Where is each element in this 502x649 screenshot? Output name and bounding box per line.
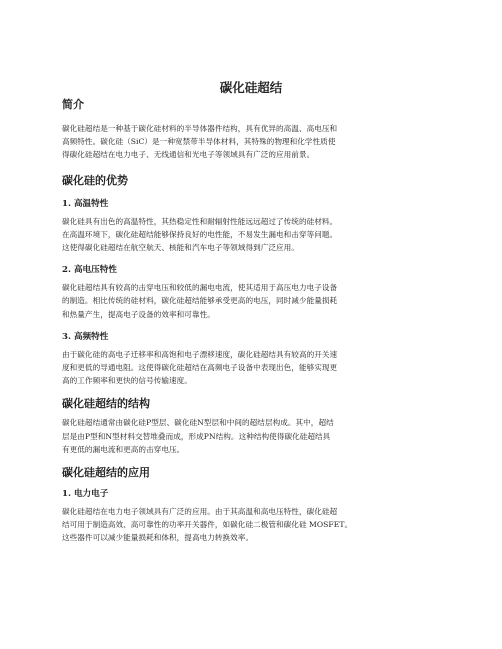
subheading-high-voltage: 2. 高电压特性 xyxy=(62,265,117,276)
subheading-power-electronics: 1. 电力电子 xyxy=(62,489,109,500)
high-voltage-paragraph: 碳化硅超结具有较高的击穿电压和较低的漏电电流，使其适用于高压电力电子设备 的制造。相比传统的硅材料，碳化硅超结能够承受更高的电压，同时减少能量损耗 和热量产生，提高电子设备的效率和可靠性。 xyxy=(62,283,338,319)
subheading-high-temperature: 1. 高温特性 xyxy=(62,198,109,209)
section-heading-structure: 碳化硅超结的结构 xyxy=(62,397,150,411)
document-body xyxy=(62,96,447,545)
section-heading-intro: 简介 xyxy=(62,98,84,111)
subheading-high-frequency: 3. 高频特性 xyxy=(62,331,109,342)
section-heading-applications: 碳化硅超结的应用 xyxy=(62,466,150,480)
power-electronics-paragraph: 碳化硅超结在电力电子领域具有广泛的应用。由于其高温和高电压特性，碳化硅超 结可用于制造高效、高可靠性的功率开关器件，如碳化硅二极管和碳化硅 MOSFET。 这些器件可以减少能量损耗和体积，提高电力转换效率。 xyxy=(62,507,353,543)
document-title: 碳化硅超结 xyxy=(219,80,283,95)
intro-paragraph: 碳化硅超结是一种基于碳化硅材料的半导体器件结构，具有优异的高温、高电压和 高频特性。碳化硅（SiC）是一种宽禁带半导体材料，其特殊的物理和化学性质使 得碳化硅超结在电力电子、无线通信和光电子等领域具有广泛的应用前景。 xyxy=(62,124,338,160)
structure-paragraph: 碳化硅超结通常由碳化硅P型层、碳化硅N型层和中间的超结层构成。其中，超结 层是由P型和N型材料交替堆叠而成，形成PN结构。这种结构使得碳化硅超结具 有更低的漏电流和更高的击穿电压。 xyxy=(62,418,334,454)
high-frequency-paragraph: 由于碳化硅的高电子迁移率和高饱和电子漂移速度，碳化硅超结具有较高的开关速 度和更低的导通电阻。这使得碳化硅超结在高频电子设备中表现出色，能够实现更 高的工作频率和更快的信号传输速度。 xyxy=(62,349,338,386)
section-heading-advantages: 碳化硅的优势 xyxy=(62,173,128,187)
high-temperature-paragraph: 碳化硅具有出色的高温特性，其热稳定性和耐辐射性能远远超过了传统的硅材料。 在高温环境下，碳化硅超结能够保持良好的电性能，不易发生漏电和击穿等问题。 这使得碳化硅超结在航空航天、核能和汽车电子等领域得到广泛应用。 xyxy=(62,216,338,253)
